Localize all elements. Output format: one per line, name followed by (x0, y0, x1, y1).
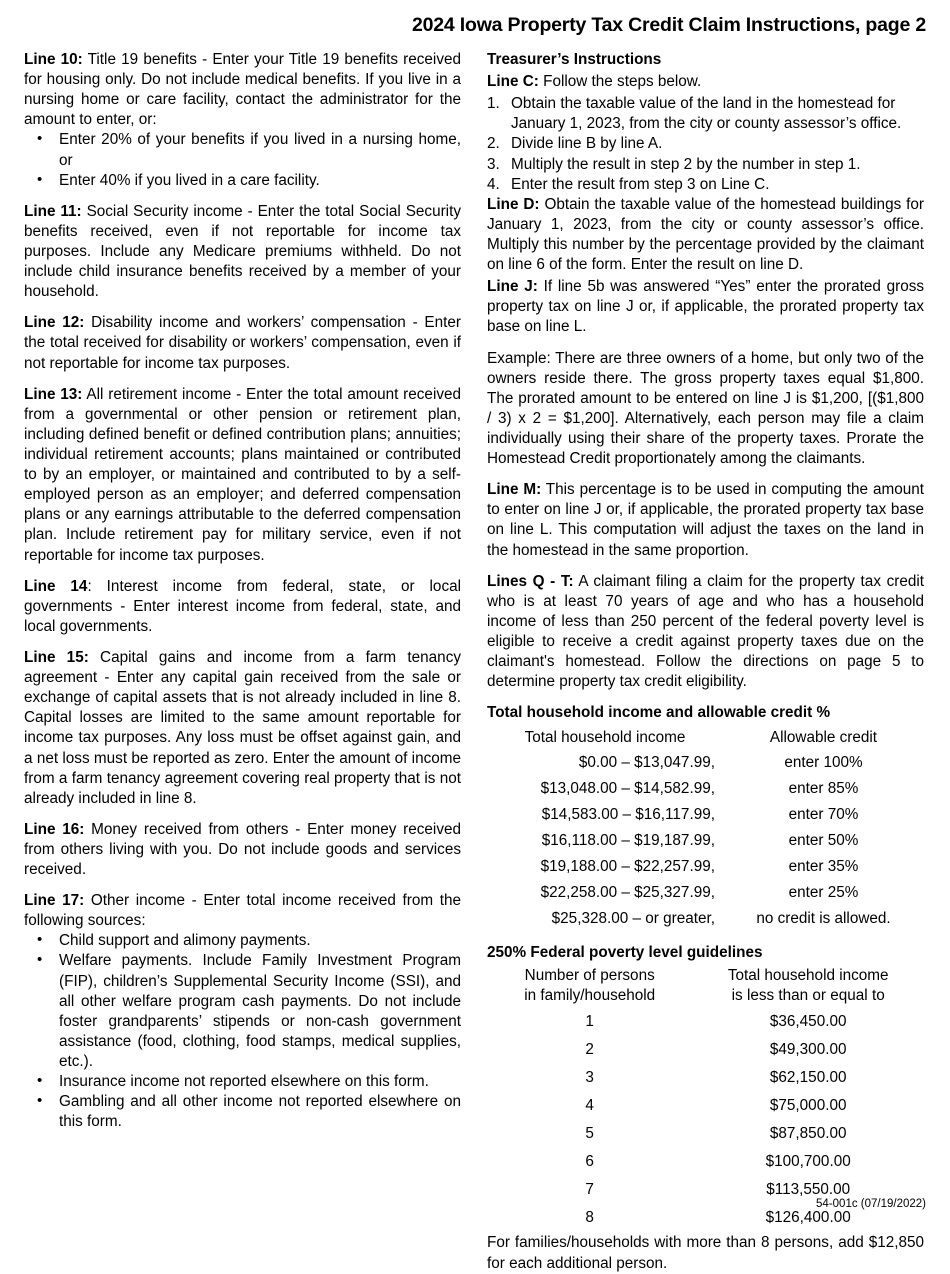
list-item (24, 1092, 461, 1132)
line-j-label: Line J: (487, 278, 538, 296)
step-text: Multiply the result in step 2 by the number in step 1. (511, 155, 861, 173)
cell-persons: 6 (585, 1153, 594, 1171)
table-row (487, 1064, 924, 1092)
column-header-household-income-line1: Total household income (727, 967, 889, 985)
cell-income-range: $13,048.00 – $14,582.99, (540, 779, 715, 797)
page-title: 2024 Iowa Property Tax Credit Claim Instructions, page 2 (411, 14, 926, 36)
instruction-line-14 (24, 577, 461, 637)
household-income-credit-table (487, 727, 924, 932)
instruction-line-c (487, 72, 924, 92)
treasurers-instructions-heading: Treasurer’s Instructions (487, 51, 662, 68)
cell-allowable-credit: enter 100% (784, 753, 863, 771)
cell-income-limit: $49,300.00 (769, 1040, 847, 1058)
line-c-label: Line C: (487, 73, 539, 91)
cell-income-limit: $100,700.00 (765, 1153, 851, 1171)
column-header-credit: Allowable credit (769, 729, 878, 747)
table-row (487, 1148, 924, 1176)
line-16-text: Money received from others - Enter money received from others living with you. Do not include goods and services received. (24, 820, 461, 879)
table-row (487, 880, 924, 906)
line-d-label: Line D: (487, 195, 540, 213)
cell-income-limit: $62,150.00 (769, 1068, 847, 1086)
cell-allowable-credit: enter 85% (788, 779, 859, 797)
line-d-text: Obtain the taxable value of the homestead buildings for January 1, 2023, from the city or county assessor’s office. Multiply this number by the percentage provided by the claimant on line 6 of the form. Enter the result on line D. (487, 195, 924, 274)
cell-persons: 1 (585, 1012, 594, 1030)
list-item (487, 94, 924, 134)
cell-persons: 5 (585, 1125, 594, 1143)
poverty-table-note: For families/households with more than 8 persons, add $12,850 for each additional person. (487, 1234, 924, 1272)
column-header-persons (487, 965, 692, 1007)
cell-persons: 7 (585, 1181, 594, 1199)
list-item (24, 1072, 461, 1092)
table-row (487, 854, 924, 880)
cell-allowable-credit: enter 70% (788, 805, 859, 823)
column-header-household-income (692, 965, 924, 1007)
table-row (487, 1008, 924, 1036)
federal-poverty-guidelines-table (487, 965, 924, 1232)
instruction-line-16 (24, 820, 461, 880)
two-column-body (24, 50, 926, 1274)
instruction-line-17 (24, 891, 461, 931)
cell-persons: 4 (585, 1096, 594, 1114)
column-header-income: Total household income (524, 729, 686, 747)
instruction-line-d (487, 195, 924, 275)
right-column (487, 50, 924, 1274)
bullet-text: Insurance income not reported elsewhere on this form. (59, 1073, 429, 1091)
cell-persons: 3 (585, 1068, 594, 1086)
list-item (24, 130, 461, 170)
cell-allowable-credit: enter 25% (788, 884, 859, 902)
cell-persons: 2 (585, 1040, 594, 1058)
cell-income-limit: $75,000.00 (769, 1096, 847, 1114)
cell-persons: 8 (585, 1209, 594, 1227)
bullet-text: Gambling and all other income not reported elsewhere on this form. (59, 1093, 461, 1131)
list-item (24, 171, 461, 191)
instruction-line-15 (24, 648, 461, 809)
table-row (487, 750, 924, 776)
list-item (24, 951, 461, 1072)
table-row (487, 802, 924, 828)
instruction-line-13 (24, 385, 461, 566)
bullet-text: Enter 40% if you lived in a care facility. (59, 171, 320, 189)
column-header-persons-line2: in family/household (524, 987, 656, 1005)
lines-q-t-label: Lines Q - T: (487, 572, 574, 590)
cell-income-range: $16,118.00 – $19,187.99, (541, 831, 715, 849)
bullet-text: Welfare payments. Include Family Investment Program (FIP), children’s Supplemental Security Income (SSI), and all other welfare program cash payments. Do not include foster grandparents’ stipends or non-cash government assistance (food, clothing, food stamps, medical supplies, etc.). (59, 952, 461, 1071)
credit-table-title: Total household income and allowable credit % (487, 704, 831, 722)
line-10-text: Title 19 benefits - Enter your Title 19 benefits received for housing only. Do not include medical benefits. If you live in a nursing home or care facility, contact the administrator for the amount to enter, or: (24, 51, 461, 129)
table-header-row (487, 727, 924, 749)
line-15-label: Line 15: (24, 648, 89, 666)
list-item (487, 134, 924, 154)
cell-allowable-credit: no credit is allowed. (756, 910, 891, 928)
line-m-text: This percentage is to be used in computing the amount to enter on line J or, if applicable, the prorated property tax base on line L. This computation will adjust the taxes on the land in the homestead in the same proportion. (487, 481, 924, 559)
line-10-bullets (24, 130, 461, 190)
table-row (487, 776, 924, 802)
line-16-label: Line 16: (24, 820, 85, 838)
step-text: Enter the result from step 3 on Line C. (511, 175, 770, 193)
instruction-line-10 (24, 50, 461, 130)
line-11-label: Line 11: (24, 202, 82, 220)
line-c-text: Follow the steps below. (538, 73, 702, 91)
line-j-text: If line 5b was answered “Yes” enter the prorated gross property tax on line J or, if applicable, the prorated property tax base on line L. (487, 278, 925, 336)
poverty-table-title: 250% Federal poverty level guidelines (487, 944, 763, 962)
cell-income-range: $0.00 – $13,047.99, (578, 753, 715, 771)
cell-income-range: $19,188.00 – $22,257.99, (540, 857, 715, 875)
list-item (24, 931, 461, 951)
line-13-text: All retirement income - Enter the total amount received from a governmental or other pension or retirement plan, including defined benefit or defined contribution plans; annuities; individual retirement accounts; plans maintained or contributed to by an employer, or maintained and contributed to by a self-employed person as an employer; and deferred compensation plans or any earnings attributable to the deferred compensation plan. Include retirement pay for military service, even if not reportable for income tax purposes. (24, 385, 461, 564)
step-text: Divide line B by line A. (511, 135, 663, 153)
instruction-line-11 (24, 202, 461, 303)
left-column (24, 50, 461, 1132)
cell-allowable-credit: enter 50% (788, 831, 859, 849)
cell-income-range: $25,328.00 – or greater, (551, 910, 715, 928)
column-header-persons-line1: Number of persons (524, 967, 655, 985)
bullet-text: Child support and alimony payments. (59, 932, 311, 950)
line-11-text: Social Security income - Enter the total Social Security benefits received, even if not reportable for income tax purposes. Include any Medicare premiums withheld. Do not include child insurance benefits received by a member of your household. (24, 202, 461, 301)
line-12-text: Disability income and workers’ compensation - Enter the total received for disability or workers’ compensation, even if not reportable for income tax purposes. (24, 314, 461, 372)
line-14-text: : Interest income from federal, state, or local governments - Enter interest income from federal, state, and local governments. (24, 577, 461, 635)
cell-income-limit: $36,450.00 (769, 1012, 847, 1030)
table-row (487, 1036, 924, 1064)
line-17-label: Line 17: (24, 892, 85, 910)
cell-income-range: $14,583.00 – $16,117.99, (541, 805, 715, 823)
cell-income-limit: $113,550.00 (766, 1181, 851, 1199)
list-item (487, 175, 924, 195)
cell-income-limit: $87,850.00 (769, 1125, 847, 1143)
line-17-text: Other income - Enter total income received from the following sources: (24, 892, 461, 930)
list-item (487, 155, 924, 175)
line-13-label: Line 13: (24, 385, 83, 403)
line-15-text: Capital gains and income from a farm tenancy agreement - Enter any capital gain received from the sale or exchange of capital assets that is not already included in line 8. Capital losses are limited to the same amount reportable for income tax purposes. Any loss must be offset against gain, and a net loss must be reported as zero. Enter the amount of income from a farm tenancy agreement covering real property that is not already included in line 8. (24, 648, 461, 807)
table-header-row (487, 965, 924, 1007)
line-c-steps (487, 94, 924, 195)
bullet-text: Enter 20% of your benefits if you lived in a nursing home, or (59, 131, 461, 169)
example-paragraph: Example: There are three owners of a home, but only two of the owners reside there. The gross property taxes equal $1,800. The prorated amount to be entered on line J is $1,200, [($1,800 / 3) x 2 = $1,200]. Alternatively, each person may file a claim individually using their share of the property taxes. Prorate the Homestead Credit proportionately among the claimants. (487, 349, 924, 468)
instruction-line-12 (24, 313, 461, 373)
column-header-household-income-line2: is less than or equal to (731, 987, 885, 1005)
cell-allowable-credit: enter 35% (788, 857, 859, 875)
line-10-label: Line 10: (24, 51, 83, 68)
instruction-line-j (487, 277, 924, 337)
step-text: Obtain the taxable value of the land in the homestead for January 1, 2023, from the city or county assessor’s office. (511, 95, 902, 133)
line-17-bullets (24, 931, 461, 1132)
table-row (487, 906, 924, 932)
line-m-label: Line M: (487, 481, 542, 499)
form-id-footer: 54-001c (07/19/2022) (816, 1198, 926, 1211)
table-row (487, 828, 924, 854)
line-12-label: Line 12: (24, 314, 85, 332)
line-14-label: Line 14 (24, 577, 88, 595)
lines-q-t-text: A claimant filing a claim for the property tax credit who is at least 70 years of age and who has a household income of less than 250 percent of the federal poverty level is eligible to receive a credit against property taxes due on the claimant's homestead. Follow the directions on page 5 to determine property tax credit eligibility. (487, 572, 924, 691)
table-row (487, 1092, 924, 1120)
cell-income-limit: $126,400.00 (765, 1209, 851, 1227)
cell-income-range: $22,258.00 – $25,327.99, (540, 884, 715, 902)
instruction-lines-q-t (487, 572, 924, 693)
instruction-line-m (487, 480, 924, 560)
table-row (487, 1120, 924, 1148)
